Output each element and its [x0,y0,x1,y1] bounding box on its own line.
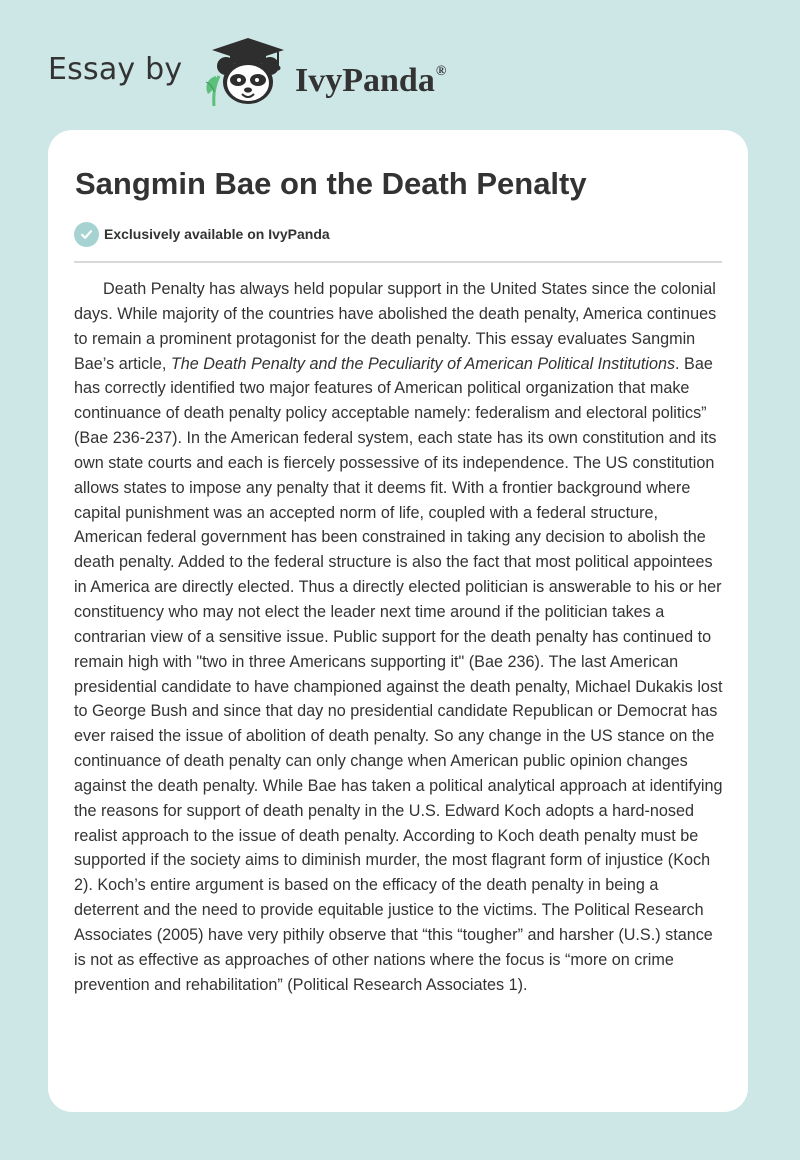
exclusive-badge [74,221,330,247]
essay-card [48,130,748,1112]
panda-graduate-logo-icon[interactable] [198,36,292,108]
essay-title: Sangmin Bae on the Death Penalty [75,166,587,201]
check-circle-icon [74,222,99,247]
cited-article-title: The Death Penalty and the Peculiarity of American Political Institutions [170,354,676,373]
registered-mark: ® [435,64,447,79]
title-divider [74,261,722,263]
brand-name-text: IvyPanda [295,62,435,99]
essay-by-label: Essay by [48,52,183,87]
paragraph-text-part1: Death Penalty has always held popular support in the United States since the colonial days. While majority of the countries have abolished the death penalty, America continues to remain a prominent protagonist for the death penalty. This essay evaluates Sangmin Bae’s article, [74,280,717,373]
site-header [0,0,800,130]
brand-name[interactable] [295,52,446,101]
essay-paragraph [74,277,726,997]
paragraph-text-part2: . Bae has correctly identified two major features of American political organization that make continuance of death penalty policy acceptable namely: federalism and electoral politics” (Bae 236-237). In the American federal system, each state has its own constitution and its own state courts and each is fiercely possessive of its independence. The US constitution allows states to impose any penalty that it deems fit. With a frontier background where capital punishment was an accepted norm of life, coupled with a federal structure, American federal government has been constrained in taking any decision to abolish the death penalty. Added to the federal structure is also the fact that most political appointees in America are directly elected. Thus a directly elected politician is answerable to his or her constituency who may not elect the leader next time around if the politician takes a contrarian view of a sensitive issue. Public support for the death penalty has continued to remain high with "two in three Americans supporting it" (Bae 236). The last American presidential candidate to have championed against the death penalty, Michael Dukakis lost to George Bush and since that day no presidential candidate Republican or Democrat has ever raised the issue of abolition of death penalty. So any change in the US stance on the continuance of death penalty can only change when American public opinion changes against the death penalty. While Bae has taken a political analytical approach at identifying the reasons for support of death penalty in the U.S. Edward Koch adopts a hard-nosed realist approach to the issue of death penalty. According to Koch death penalty must be supported if the society aims to diminish murder, the most flagrant form of injustice (Koch 2). Koch’s entire argument is based on the efficacy of the death penalty in being a deterrent and the need to provide equitable justice to the victims. The Political Research Associates (2005) have very pithily observe that “this “tougher” and harsher (U.S.) stance is not as effective as approaches of other nations where the focus is “more on crime prevention and rehabilitation” (Political Research Associates 1). [74,354,723,994]
exclusive-badge-label: Exclusively available on IvyPanda [104,226,330,242]
